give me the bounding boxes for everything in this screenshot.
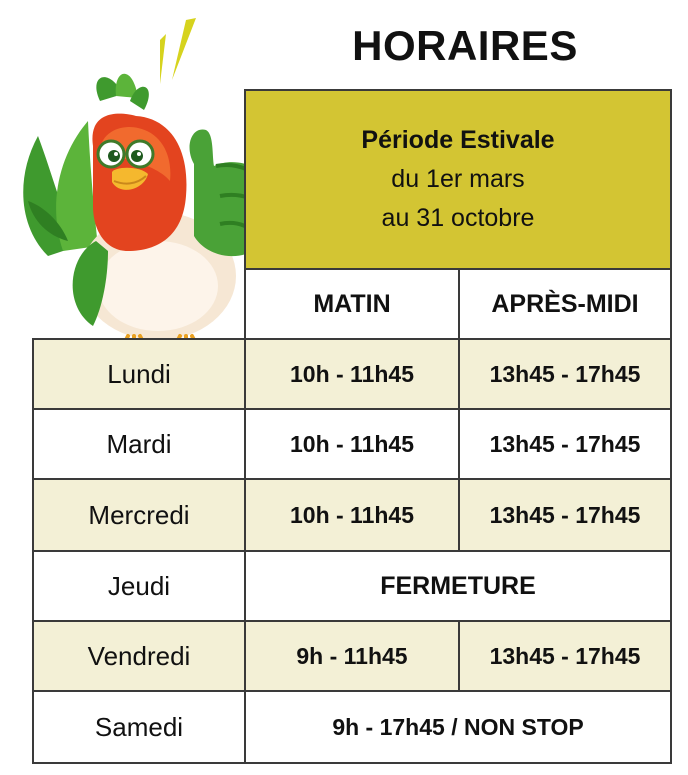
day-label-jeudi: Jeudi	[32, 550, 246, 622]
morning-hours-mardi: 10h - 11h45	[244, 408, 460, 480]
page-title: HORAIRES	[352, 22, 578, 69]
morning-hours-lundi: 10h - 11h45	[244, 338, 460, 410]
closed-label-jeudi: FERMETURE	[244, 550, 672, 622]
period-end: au 31 octobre	[381, 204, 535, 232]
period-box	[244, 89, 672, 270]
afternoon-hours-mercredi: 13h45 - 17h45	[458, 478, 672, 552]
nonstop-hours-samedi: 9h - 17h45 / NON STOP	[244, 690, 672, 764]
afternoon-hours-vendredi: 13h45 - 17h45	[458, 620, 672, 692]
afternoon-hours-lundi: 13h45 - 17h45	[458, 338, 672, 410]
column-header-afternoon: APRÈS-MIDI	[458, 268, 672, 340]
afternoon-hours-mardi: 13h45 - 17h45	[458, 408, 672, 480]
morning-hours-mercredi: 10h - 11h45	[244, 478, 460, 552]
day-label-lundi: Lundi	[32, 338, 246, 410]
morning-hours-vendredi: 9h - 11h45	[244, 620, 460, 692]
day-label-mardi: Mardi	[32, 408, 246, 480]
day-label-mercredi: Mercredi	[32, 478, 246, 552]
column-header-morning: MATIN	[244, 268, 460, 340]
day-label-samedi: Samedi	[32, 690, 246, 764]
period-start: du 1er mars	[391, 165, 525, 193]
day-label-vendredi: Vendredi	[32, 620, 246, 692]
period-name: Période Estivale	[361, 126, 555, 154]
